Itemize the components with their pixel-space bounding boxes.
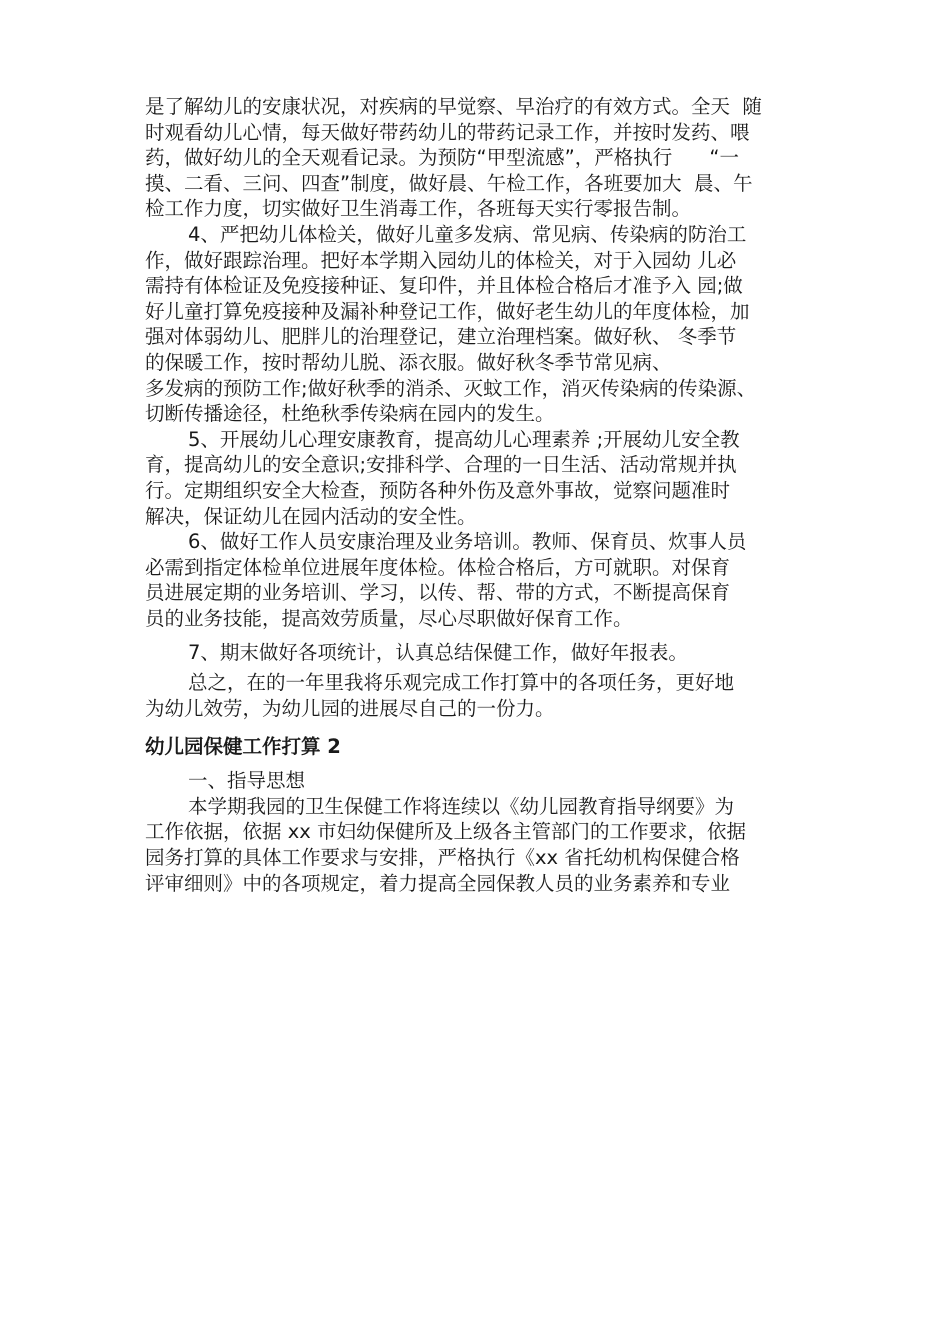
text-line: 评审细则》中的各项规定，着力提高全园保教人员的业务素养和专业 [145, 871, 731, 895]
document-body [145, 94, 810, 896]
text-line: 的保暖工作，按时帮幼儿脱、添衣服。做好秋冬季节常见病、 [145, 350, 672, 374]
text-line: 为幼儿效劳，为幼儿园的进展尽自己的一份力。 [145, 696, 555, 720]
paragraph-item-4 [145, 222, 810, 427]
subsection-title: 一、指导思想 [188, 769, 306, 793]
paragraph-guiding-thought [145, 794, 810, 896]
text-line: 检工作力度，切实做好卫生消毒工作，各班每天实行零报告制。 [145, 197, 692, 221]
text-line: 本学期我园的卫生保健工作将连续以《幼儿园教育指导纲要》为 [188, 794, 735, 818]
text-line: 员的业务技能，提高效劳质量，尽心尽职做好保育工作。 [145, 606, 633, 630]
text-line: 解决，保证幼儿在园内活动的安全性。 [145, 504, 477, 528]
text-line: 7、期末做好各项统计，认真总结保健工作，做好年报表。 [188, 641, 688, 665]
text-line: 是了解幼儿的安康状况，对疾病的早觉察、早治疗的有效方式。全天 随 [145, 95, 762, 118]
text-line: 摸、二看、三问、四查”制度，做好晨、午检工作，各班要加大 晨、午 [145, 171, 753, 195]
text-line: 员进展定期的业务培训、学习，以传、帮、带的方式，不断提高保育 [145, 581, 731, 605]
text-line: 切断传播途径，杜绝秋季传染病在园内的发生。 [145, 402, 555, 426]
text-line: 多发病的预防工作;做好秋季的消杀、灭蚊工作，消灭传染病的传染源、 [145, 376, 757, 400]
paragraph-summary [145, 670, 810, 721]
text-line: 必需到指定体检单位进展年度体检。体检合格后，方可就职。对保育 [145, 555, 731, 579]
paragraph-item-7 [145, 640, 810, 666]
text-line: 好儿童打算免疫接种及漏补种登记工作，做好老生幼儿的年度体检，加 [145, 299, 750, 323]
text-line: 园务打算的具体工作要求与安排，严格执行《xx 省托幼机构保健合格 [145, 846, 740, 870]
text-line: 作，做好跟踪治理。把好本学期入园幼儿的体检关，对于入园幼 儿必 [145, 248, 737, 272]
text-line: 时观看幼儿心情，每天做好带药幼儿的带药记录工作，并按时发药、喂 [145, 120, 750, 144]
paragraph-item-6 [145, 529, 810, 631]
paragraph-item-5 [145, 427, 810, 529]
text-line: 总之，在的一年里我将乐观完成工作打算中的各项任务，更好地 [188, 671, 735, 695]
text-line: 育，提高幼儿的安全意识;安排科学、合理的一日生活、活动常规并执 [145, 453, 737, 477]
text-line: 药，做好幼儿的全天观看记录。为预防“甲型流感”，严格执行 “一 [145, 146, 739, 170]
text-line: 工作依据，依据 xx 市妇幼保健所及上级各主管部门的工作要求，依据 [145, 820, 746, 844]
paragraph-health-check-tail [145, 94, 810, 222]
text-line: 行。定期组织安全大检查，预防各种外伤及意外事故，觉察问题准时 [145, 478, 731, 502]
text-line: 5、开展幼儿心理安康教育，提高幼儿心理素养 ;开展幼儿安全教 [188, 427, 740, 451]
subsection-guiding-thought [145, 768, 810, 794]
text-line: 4、严把幼儿体检关，做好儿童多发病、常见病、传染病的防治工 [188, 222, 747, 246]
text-line: 6、做好工作人员安康治理及业务培训。教师、保育员、炊事人员 [188, 530, 747, 554]
text-line: 强对体弱幼儿、肥胖儿的治理登记，建立治理档案。做好秋、 冬季节 [145, 325, 737, 349]
section-heading: 幼儿园保健工作打算 2 [145, 735, 341, 759]
text-line: 需持有体检证及免疫接种证、复印件，并且体检合格后才准予入 园;做 [145, 274, 743, 298]
